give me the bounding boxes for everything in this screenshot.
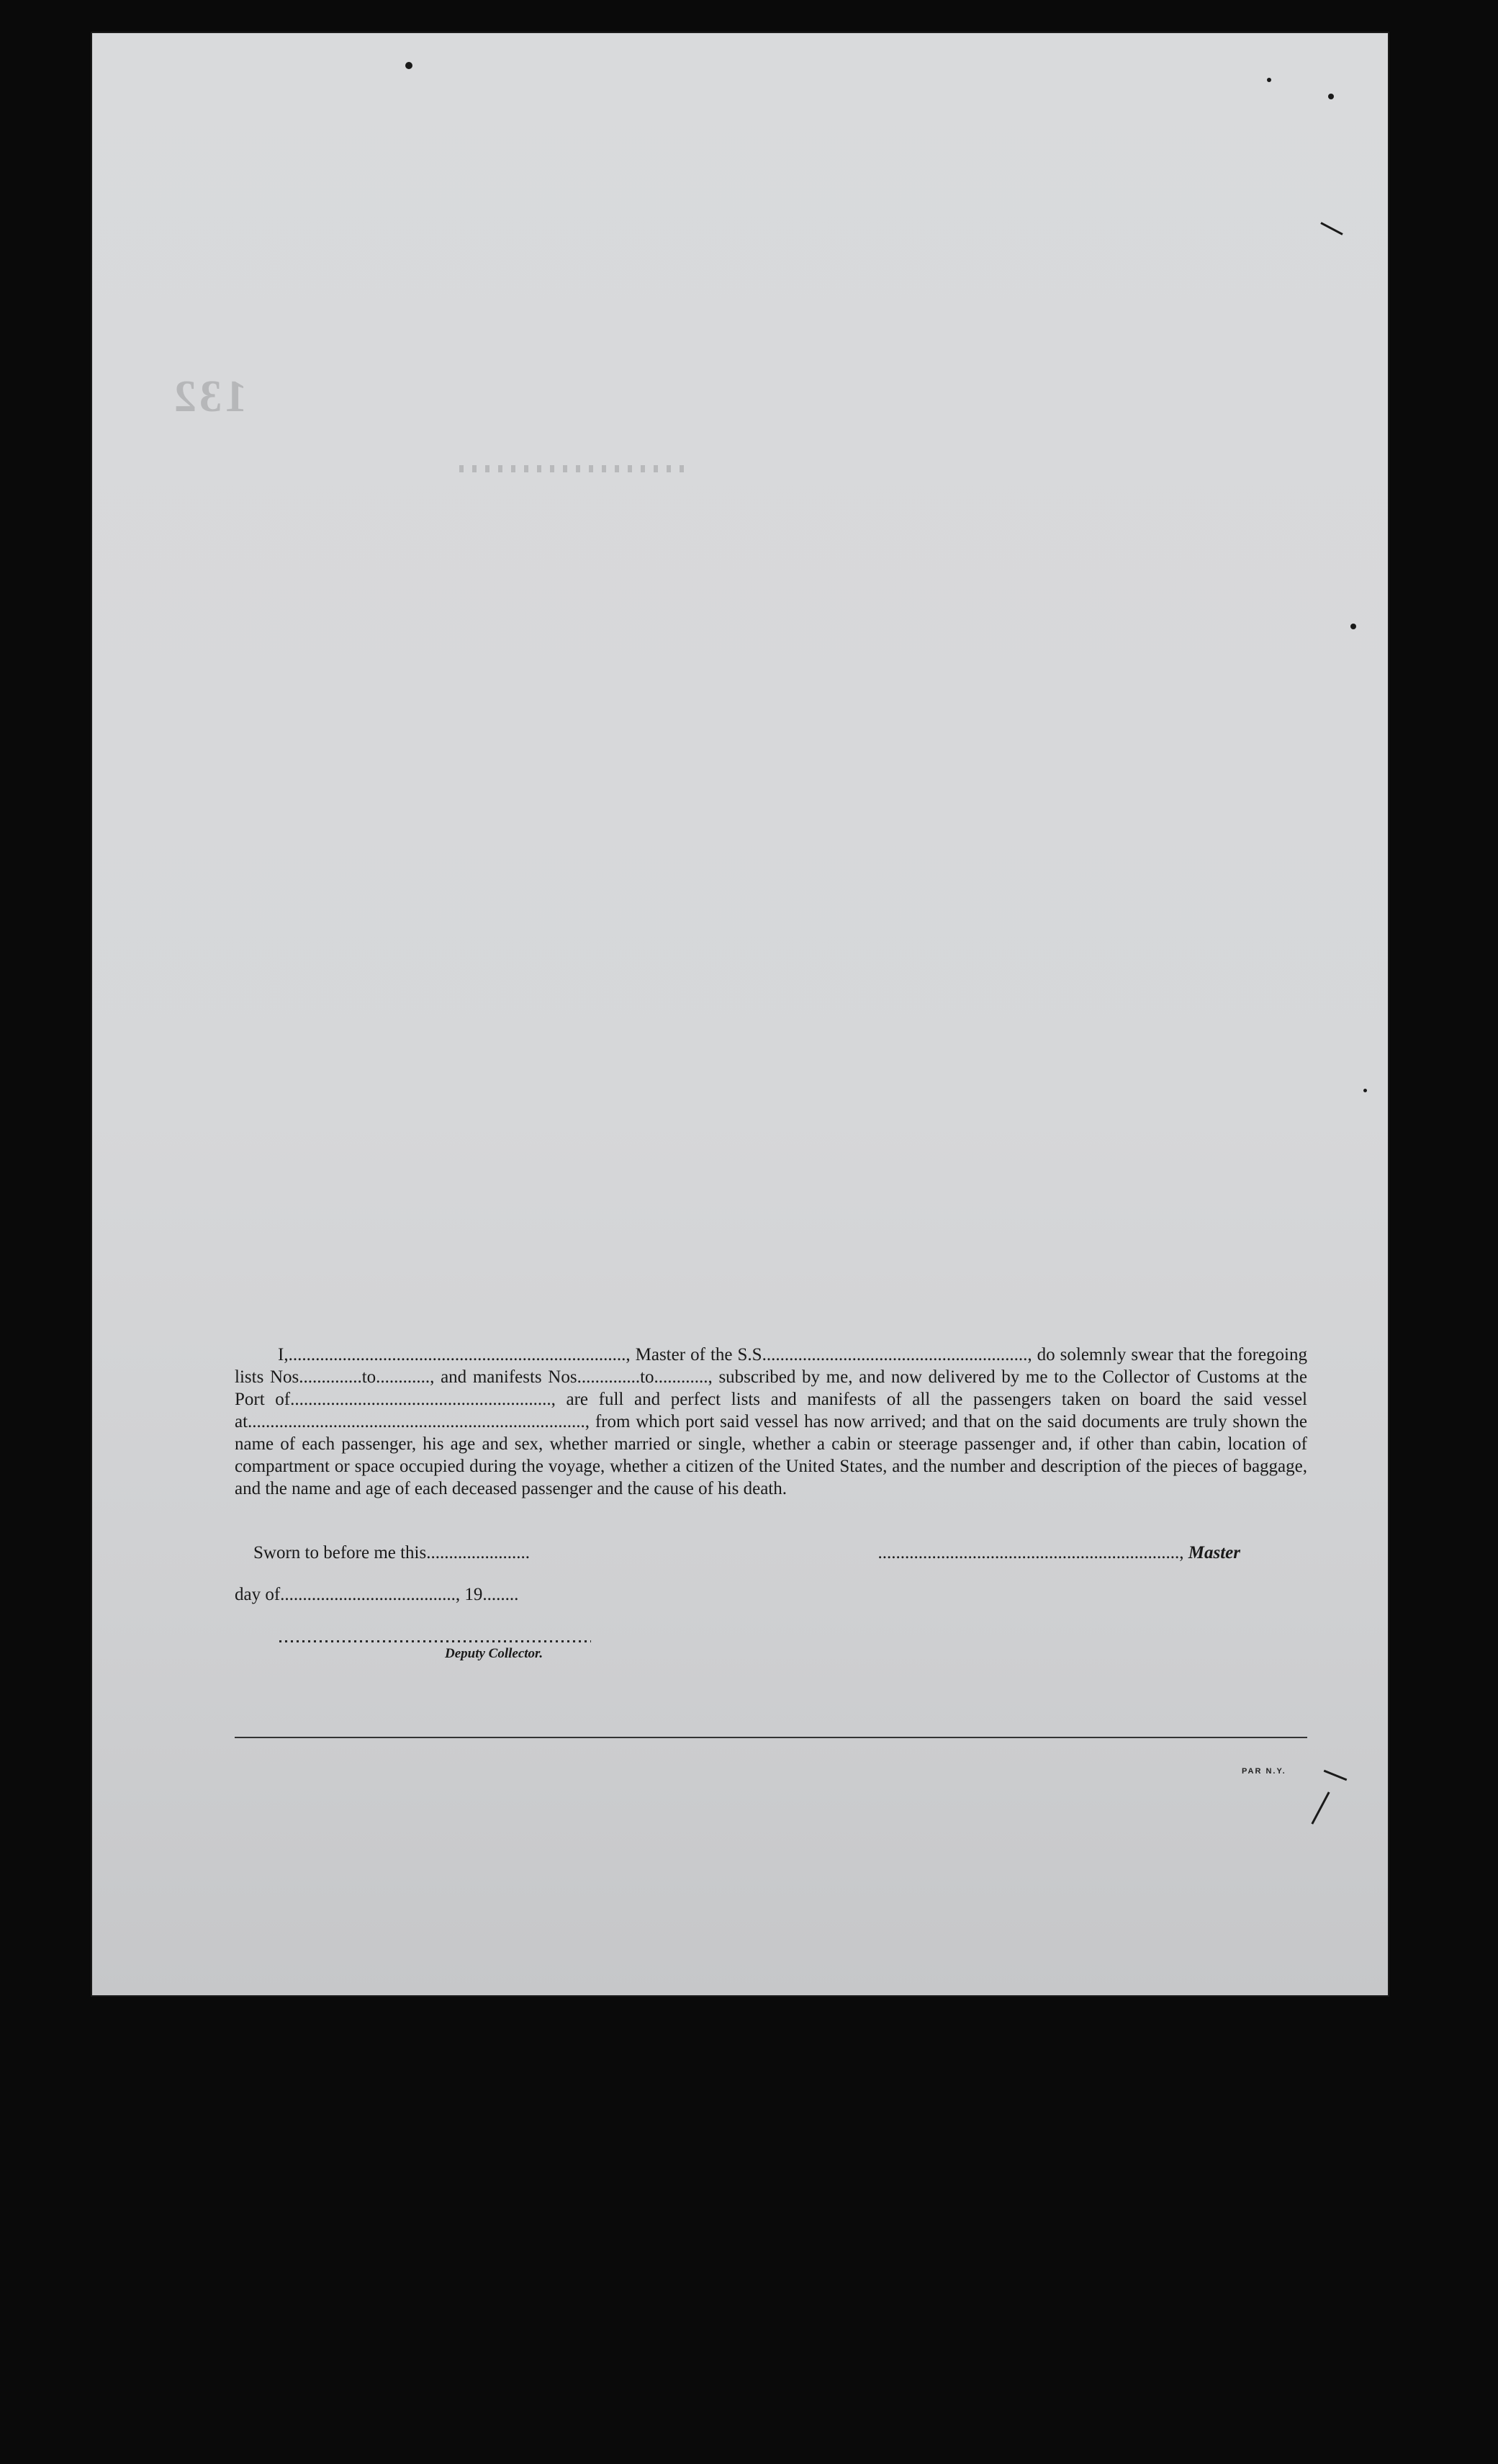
bleed-through-page-number: 132 [171,372,247,421]
sworn-line: Sworn to before me this....................... [253,1543,530,1563]
date-line: day of......................................., 19........ [235,1585,519,1604]
bleed-through-dots [459,465,690,472]
pen-mark [1324,1770,1348,1781]
speck [405,62,412,69]
document-page [92,33,1388,1995]
speck [1363,1089,1367,1092]
oath-paragraph [235,1344,1307,1500]
pen-mark [1320,222,1343,235]
oath-text: I,..........................................................................., Master of the S.S..........................................................., do solemnly swear that the foregoing lists Nos..............to............, and manifests Nos..............to............, subscribed by me, and now delivered by me to the Collector of Customs at the Port of.........................................................., are full and perfect lists and manifests of all the passengers taken on board the said vessel at..........................................................................., from which port said vessel has now arrived; and that on the said documents are truly shown the name of each passenger, his age and sex, whether married or single, whether a cabin or steerage passenger and, if other than cabin, location of compartment or space occupied during the voyage, whether a citizen of the United States, and the number and description of the pieces of baggage, and the name and age of each deceased passenger and the cause of his death. [235,1345,1307,1498]
speck [1350,624,1356,629]
speck [1328,94,1334,99]
deputy-signature-dots [279,1640,591,1642]
pen-mark [1311,1791,1330,1825]
speck [1267,78,1271,82]
master-signature-line [878,1543,1240,1563]
master-label: Master [1188,1543,1240,1563]
master-signature-dots: ..................................................................., [877,1543,1188,1563]
deputy-collector-label: Deputy Collector. [445,1646,543,1661]
bottom-rule [235,1737,1307,1738]
printer-mark: PAR N.Y. [1242,1767,1286,1776]
